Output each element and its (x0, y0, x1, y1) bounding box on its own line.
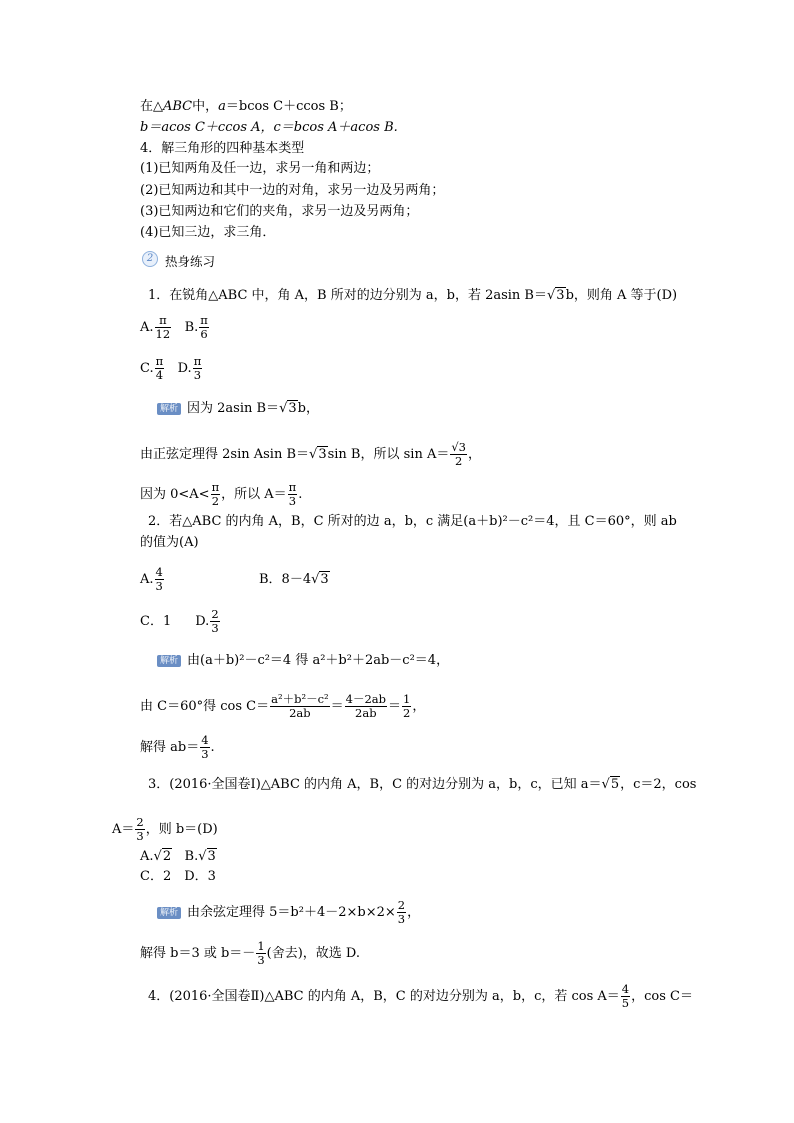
option-d-label: D. (195, 614, 210, 629)
radicand: 3 (318, 447, 327, 462)
text: ABC (163, 99, 193, 114)
solution-badge: 解析 (157, 655, 181, 667)
solution-badge: 解析 (157, 403, 181, 415)
fraction (288, 481, 298, 508)
num: π (200, 313, 208, 327)
radicand: 3 (288, 401, 297, 416)
num: 4－2ab (345, 692, 386, 706)
den: 3 (257, 953, 265, 967)
den: 3 (211, 621, 219, 635)
text: cos C＋c (247, 99, 304, 114)
option-a-label: A. (140, 320, 154, 335)
radicand: 2 (162, 849, 172, 864)
q1-stem (148, 287, 677, 305)
option-d-label: D. (177, 361, 192, 376)
den: 2 (211, 494, 220, 508)
q3-solution-2 (140, 940, 360, 967)
type-1: (1)已知两角及任一边，求另一角和两边； (140, 161, 380, 176)
q2-stem-1: 2．若△ABC 的内角 A，B，C 所对的边 a，b，c 满足(a＋b)²－c²＝4，且 C＝60°，则 ab (148, 514, 677, 529)
fraction (199, 314, 209, 341)
q1-solution-3 (140, 481, 302, 508)
text: . (210, 740, 215, 755)
fraction (397, 899, 406, 926)
option-b-label: B. (184, 320, 199, 335)
fraction (200, 734, 209, 761)
fraction (270, 693, 330, 720)
text: 在△ (140, 99, 163, 114)
sqrt: √2 (153, 849, 172, 864)
fraction (450, 441, 467, 468)
fraction (345, 693, 387, 720)
text: 因为 0<A< (140, 487, 210, 502)
fraction (155, 566, 164, 593)
text: sin B，所以 sin A＝ (327, 447, 450, 462)
fraction (402, 693, 411, 720)
text: (舍去)，故选 D. (266, 946, 361, 961)
fraction (211, 481, 221, 508)
text: 解得 b＝3 或 b＝－ (140, 946, 256, 961)
radicand: 5 (610, 777, 620, 792)
text: a (218, 99, 226, 114)
text: ， (468, 447, 482, 462)
text: ，则 b＝(D) (145, 822, 218, 837)
q3-stem-2 (112, 816, 218, 843)
q2-solution-2 (140, 693, 425, 720)
num: π (193, 354, 202, 368)
fraction (155, 355, 165, 382)
text: 解得 ab＝ (140, 740, 200, 755)
sqrt: √5 (601, 777, 620, 792)
text: 由余弦定理得 5＝b²＋4－2×b×2× (187, 905, 396, 920)
den: 6 (200, 327, 208, 341)
den: 2 (403, 706, 411, 720)
q2-solution-3 (140, 734, 215, 761)
den: 3 (136, 829, 144, 843)
sqrt: √3 (309, 447, 327, 462)
text: ，c＝2，cos (620, 777, 697, 792)
text: A＝ (112, 822, 135, 837)
text: 由(a＋b)²－c²＝4 得 a²＋b²＋2ab－c²＝4， (187, 653, 450, 668)
option-c-label: C. (140, 361, 154, 376)
text: 由 C＝60°得 cos C＝ (140, 699, 270, 714)
fraction (621, 983, 630, 1010)
text: b，则角 A 等于(D) (565, 288, 678, 303)
num: 4 (621, 982, 630, 996)
q2-options-ab (140, 566, 330, 593)
num: 1 (257, 939, 265, 953)
text: 中， (192, 99, 219, 114)
type-4: (4)已知三边，求三角． (140, 225, 276, 240)
den: 12 (155, 327, 171, 341)
text: 4．(2016·全国卷Ⅱ)△ABC 的内角 A，B，C 的对边分别为 a，b，c，若 cos A＝ (148, 989, 620, 1004)
text: 由正弦定理得 2sin Asin B＝ (140, 447, 310, 462)
num: 4 (201, 733, 209, 747)
formula-line-2: b＝acos C＋ccos A，c＝bcos A＋acos B. (140, 120, 398, 135)
text: ＝ (388, 699, 402, 714)
text: ＝b (225, 99, 248, 114)
num: 2 (136, 815, 144, 829)
option-a-label: A. (140, 849, 154, 864)
num: 1 (403, 692, 411, 706)
num: 2 (211, 607, 219, 621)
fraction (193, 355, 203, 382)
den: 3 (193, 368, 202, 382)
sqrt: √3 (546, 288, 565, 303)
num: √3 (451, 440, 466, 454)
fraction (210, 608, 219, 635)
text: . (298, 487, 303, 502)
text: 因为 2asin B＝ (187, 401, 280, 416)
radicand: 3 (556, 288, 565, 303)
sqrt: √3 (311, 572, 329, 587)
text: b， (297, 401, 319, 416)
formula-line-1 (140, 98, 352, 116)
solution-badge: 解析 (157, 907, 181, 919)
radicand: 3 (320, 572, 329, 587)
q3-solution-1 (157, 899, 420, 926)
q2-solution-1 (157, 652, 449, 670)
text: ，所以 A＝ (221, 487, 287, 502)
option-a-label: A. (140, 572, 154, 587)
num: π (288, 480, 297, 494)
text: ，cos C＝ (631, 989, 693, 1004)
den: 2ab (355, 706, 377, 720)
num: 2 (397, 898, 406, 912)
den: 2ab (289, 706, 311, 720)
type-2: (2)已知两边和其中一边的对角，求另一边及另两角； (140, 183, 445, 198)
section-number-icon: 2 (142, 251, 158, 267)
text: ＝ (330, 699, 344, 714)
den: 3 (288, 494, 297, 508)
num: 4 (155, 565, 163, 579)
den: 2 (455, 454, 463, 468)
den: 3 (201, 747, 209, 761)
q1-options-cd (140, 355, 203, 382)
text: ， (412, 699, 426, 714)
text: 3．(2016·全国卷Ⅰ)△ABC 的内角 A，B，C 的对边分别为 a，b，c，已知 a＝ (148, 777, 602, 792)
type-3: (3)已知两边和它们的夹角，求另一边及另两角； (140, 204, 419, 219)
heading-4: 4．解三角形的四种基本类型 (140, 141, 305, 156)
num: a²＋b²－c² (271, 692, 329, 706)
q1-options-ab (140, 314, 210, 341)
den: 3 (155, 579, 163, 593)
q3-options-ab (140, 848, 217, 866)
radicand: 3 (207, 849, 216, 864)
q1-solution-1 (157, 400, 319, 418)
text: ， (407, 905, 421, 920)
fraction (256, 940, 265, 967)
den: 3 (397, 912, 406, 926)
option-b-text: B．8－4 (259, 572, 312, 587)
q3-options-cd: C．2 D．3 (140, 869, 216, 884)
fraction (135, 816, 144, 843)
q2-stem-2: 的值为(A) (140, 535, 199, 550)
section-title: 热身练习 (165, 254, 216, 269)
sqrt: √3 (279, 401, 297, 416)
den: 4 (155, 368, 164, 382)
den: 5 (621, 996, 630, 1010)
q2-options-cd (140, 608, 221, 635)
fraction (155, 314, 172, 341)
text: cos B； (303, 99, 352, 114)
option-b-label: B. (184, 849, 199, 864)
num: π (211, 480, 220, 494)
num: π (155, 354, 164, 368)
num: π (155, 314, 172, 328)
q1-solution-2 (140, 441, 481, 468)
sqrt: √3 (198, 849, 216, 864)
q3-stem-1 (148, 776, 696, 794)
option-c-text: C．1 (140, 614, 172, 629)
q4-stem (148, 983, 693, 1010)
text: 1．在锐角△ABC 中，角 A，B 所对的边分别为 a，b，若 2asin B＝ (148, 288, 547, 303)
